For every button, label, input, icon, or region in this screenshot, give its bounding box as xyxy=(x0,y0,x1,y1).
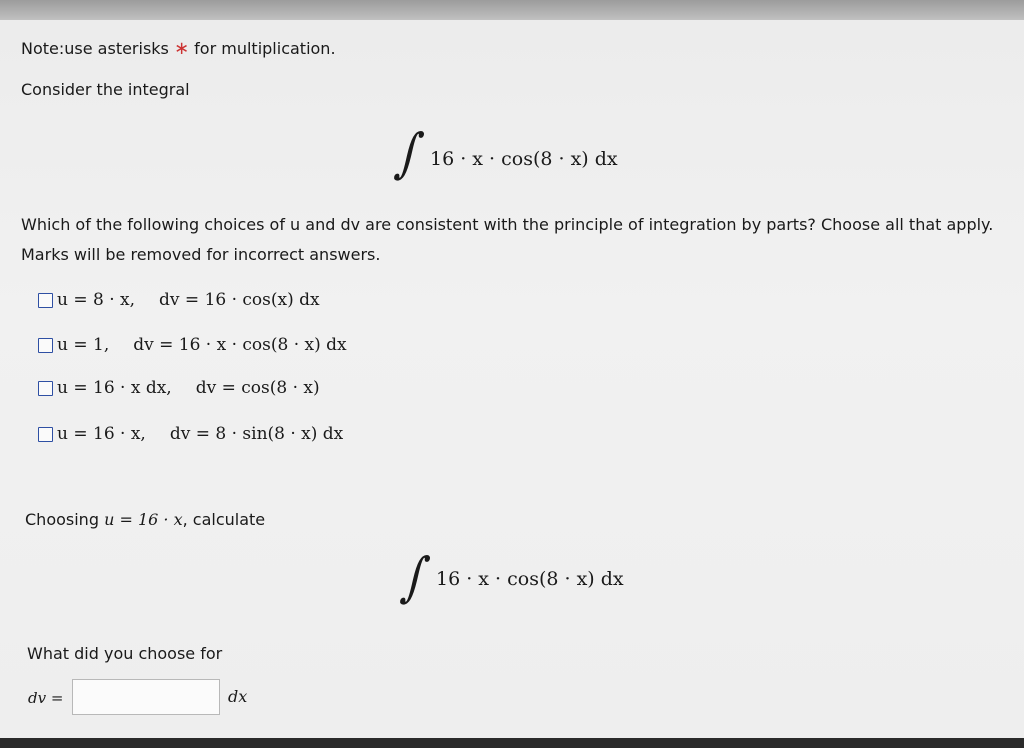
note-suffix: for multiplication. xyxy=(189,39,336,58)
choice-4[interactable] xyxy=(38,424,343,444)
choosing-prefix: Choosing xyxy=(25,510,105,529)
integral-sign-icon: ∫ xyxy=(391,122,428,184)
checkbox-icon[interactable] xyxy=(38,381,53,396)
checkbox-icon[interactable] xyxy=(38,293,53,308)
choice-dv: dv = 8 · sin(8 · x) dx xyxy=(169,424,344,444)
bottom-border xyxy=(0,738,1024,748)
choice-dv: dv = 16 · cos(x) dx xyxy=(159,290,320,310)
checkbox-icon[interactable] xyxy=(38,338,53,353)
choosing-suffix: , calculate xyxy=(182,510,266,529)
integral-expression: 16 · x · cos(8 · x) dx xyxy=(436,568,624,590)
dv-answer-input[interactable] xyxy=(72,679,220,715)
choice-u: u = 16 · x, xyxy=(57,424,146,444)
choice-dv: dv = 16 · x · cos(8 · x) dx xyxy=(133,335,347,355)
dv-label: dv = xyxy=(28,689,64,707)
asterisk-icon: ∗ xyxy=(173,38,190,59)
choice-dv: dv = cos(8 · x) xyxy=(195,378,320,398)
choice-3[interactable] xyxy=(38,378,320,398)
choice-1[interactable] xyxy=(38,290,320,310)
what-choose-text: What did you choose for xyxy=(27,644,223,663)
choice-u: u = 1, xyxy=(57,335,110,355)
choice-u: u = 16 · x dx, xyxy=(57,378,172,398)
integral-sign-icon: ∫ xyxy=(397,546,434,608)
question-line-2: Marks will be removed for incorrect answers. xyxy=(21,245,381,264)
choosing-text xyxy=(25,510,265,529)
top-border xyxy=(0,0,1024,22)
note-prefix: Note:use asterisks xyxy=(21,39,174,58)
consider-text: Consider the integral xyxy=(21,80,190,99)
choice-2[interactable] xyxy=(38,335,347,355)
choice-u: u = 8 · x, xyxy=(57,290,136,310)
dx-suffix: dx xyxy=(228,687,248,706)
integral-expression: 16 · x · cos(8 · x) dx xyxy=(430,148,618,170)
question-line-1: Which of the following choices of u and dv are consistent with the principle of integration by parts? Choose all that apply. xyxy=(21,215,994,234)
note-text xyxy=(21,38,336,59)
choosing-math: u = 16 · x xyxy=(104,510,183,529)
checkbox-icon[interactable] xyxy=(38,427,53,442)
